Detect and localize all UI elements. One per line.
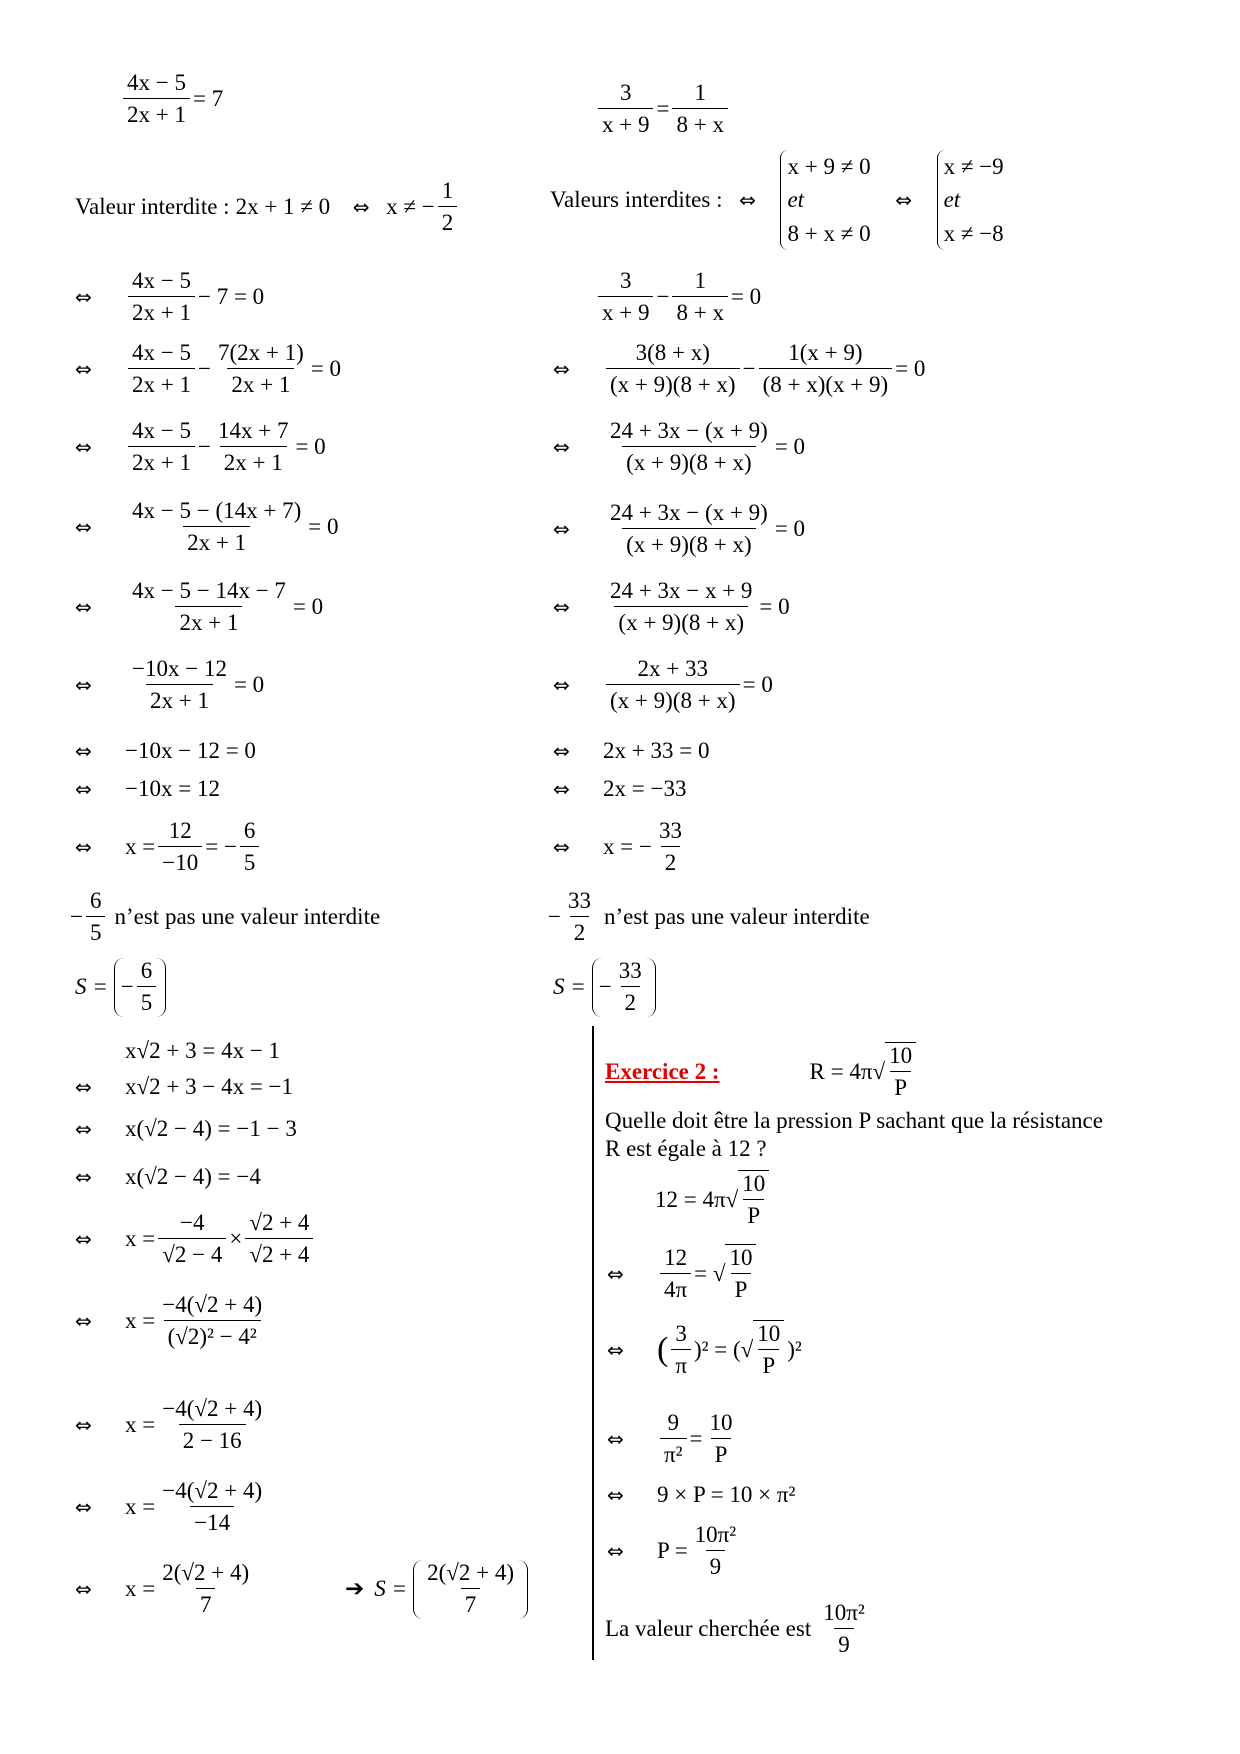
iff-icon: ⇔	[75, 1075, 92, 1099]
minus: −	[598, 974, 612, 1000]
operator: −	[656, 284, 670, 310]
denominator: 5	[240, 846, 260, 876]
numerator: 4x − 5	[132, 268, 191, 293]
denominator: 8 + x	[672, 296, 727, 326]
denominator: π²	[660, 1438, 687, 1468]
right-line-2	[553, 776, 686, 802]
label: Valeur interdite :	[75, 194, 230, 220]
numerator: 3	[619, 80, 632, 105]
set-braces	[114, 958, 166, 1017]
paren: )²	[787, 1336, 802, 1362]
left-step-6	[75, 656, 264, 715]
iff-icon: ⇔	[75, 835, 92, 860]
denominator: 5	[86, 916, 106, 946]
iff-icon: ⇔	[75, 515, 92, 540]
numerator: 4x − 5 − (14x + 7)	[132, 498, 302, 523]
iff-icon: ⇔	[553, 517, 570, 542]
ex2-conclusion	[605, 1600, 872, 1659]
iff-icon: ⇔	[75, 1117, 92, 1141]
iff-icon: ⇔	[553, 835, 570, 860]
denominator: π	[671, 1349, 691, 1379]
operator: −	[742, 356, 756, 382]
column-divider	[592, 1026, 594, 1660]
rest: = 0	[292, 594, 324, 620]
denominator: P	[890, 1071, 911, 1101]
question-text: R est égale à 12 ?	[605, 1136, 767, 1161]
exercise-2-header	[605, 1042, 919, 1102]
numerator: 33	[618, 958, 642, 983]
left-step-3	[75, 418, 326, 477]
sqrt-step-2	[75, 1292, 269, 1351]
equation: x√2 + 3 − 4x = −1	[125, 1074, 294, 1099]
sqrt-step-5	[75, 1560, 256, 1619]
denominator: 2x + 1	[220, 446, 287, 476]
sqrt-step-4	[75, 1478, 269, 1537]
iff-icon: ⇔	[75, 1413, 92, 1438]
condition: x + 9 ≠ 0	[787, 154, 871, 179]
denominator: 4π	[660, 1273, 691, 1303]
denominator: 2x + 1	[175, 606, 242, 636]
right-x-result	[553, 818, 689, 877]
label: S =	[374, 1576, 408, 1602]
sqrt-step-3	[75, 1396, 269, 1455]
numerator: 10	[889, 1043, 913, 1068]
iff-icon: ⇔	[607, 1261, 624, 1286]
numerator: 6	[140, 958, 153, 983]
label: Valeurs interdites :	[550, 187, 723, 213]
denominator: 2x + 1	[227, 368, 294, 398]
numerator: −4(√2 + 4)	[162, 1396, 263, 1421]
right-not-forbidden	[548, 888, 876, 947]
denominator: 2x + 1	[123, 98, 190, 128]
iff-icon: ⇔	[75, 1227, 92, 1252]
numerator: 10π²	[694, 1522, 737, 1547]
conclusion-text: La valeur cherchée est	[605, 1616, 812, 1642]
numerator: 12	[168, 818, 192, 843]
right-step-4	[553, 500, 805, 559]
numerator: 10	[729, 1245, 753, 1270]
iff-icon: ⇔	[607, 1337, 624, 1362]
equation: −10x − 12 = 0	[125, 738, 256, 763]
denominator: 2 − 16	[179, 1424, 246, 1454]
exercise-2-question-2	[605, 1136, 767, 1162]
sqrt-line-4	[75, 1164, 261, 1190]
numerator: 12	[664, 1244, 688, 1270]
denominator: 2	[570, 916, 590, 946]
left-step-1	[75, 268, 264, 327]
numerator: −4(√2 + 4)	[162, 1292, 263, 1317]
equation: 2x + 33 = 0	[603, 738, 710, 763]
ex2-step-1	[655, 1170, 772, 1230]
operator: −	[197, 434, 211, 460]
denominator: √2 + 4	[245, 1238, 313, 1268]
numerator: 24 + 3x − x + 9	[610, 578, 753, 603]
lhs: x =	[125, 1308, 156, 1334]
numerator: 3	[675, 1320, 687, 1346]
left-step-2	[75, 340, 341, 399]
denominator: 2	[661, 846, 681, 876]
left-solution-set	[75, 958, 166, 1017]
left-step-4	[75, 498, 338, 557]
operator: = √	[694, 1260, 726, 1286]
iff-icon: ⇔	[607, 1539, 624, 1564]
ex2-step-6	[607, 1522, 743, 1581]
denominator: 9	[706, 1550, 726, 1580]
numerator: 4x − 5 − 14x − 7	[132, 578, 286, 603]
ex2-step-3	[607, 1320, 802, 1380]
iff-icon: ⇔	[607, 1483, 624, 1507]
numerator: 9	[667, 1410, 679, 1435]
condition: x ≠ −8	[943, 220, 1004, 246]
condition: 8 + x ≠ 0	[787, 220, 871, 246]
text: n’est pas une valeur interdite	[603, 904, 870, 930]
exercise-2-question-1	[605, 1108, 1103, 1134]
exercise-title: Exercice 2 :	[605, 1058, 720, 1084]
iff-icon: ⇔	[607, 1427, 624, 1452]
ex2-step-4	[607, 1410, 740, 1469]
operator: = −	[205, 834, 237, 860]
iff-icon: ⇔	[75, 435, 92, 460]
text: n’est pas une valeur interdite	[114, 904, 381, 930]
et: et	[787, 187, 805, 213]
iff-icon: ⇔	[75, 1309, 92, 1334]
lhs: x =	[125, 1494, 156, 1520]
arrow-right-icon: ➔	[345, 1576, 365, 1603]
denominator: P	[758, 1349, 779, 1379]
numerator: 24 + 3x − (x + 9)	[610, 500, 768, 525]
iff-icon: ⇔	[352, 195, 370, 220]
denominator: 2x + 1	[183, 526, 250, 556]
denominator: P	[731, 1273, 752, 1303]
operator: )² = (√	[693, 1336, 754, 1362]
iff-icon: ⇔	[75, 595, 92, 620]
equation: 2x = −33	[603, 776, 687, 801]
iff-icon: ⇔	[895, 188, 912, 213]
denominator: x + 9	[598, 108, 653, 138]
iff-icon: ⇔	[739, 188, 756, 213]
operator: ×	[229, 1226, 243, 1252]
equation: 9 × P = 10 × π²	[657, 1482, 796, 1507]
formula-lhs: R = 4π√	[809, 1058, 886, 1084]
denominator: 7	[461, 1588, 481, 1618]
right-step-5	[553, 578, 790, 637]
denominator: 2x + 1	[128, 368, 195, 398]
minus: −	[70, 904, 83, 930]
rest: = 0	[310, 356, 341, 382]
denominator: P	[711, 1438, 732, 1468]
numerator: 33	[567, 888, 591, 913]
lhs: 12 = 4π√	[655, 1186, 739, 1212]
rest: = 0	[295, 434, 326, 460]
question-text: Quelle doit être la pression P sachant que la résistance	[605, 1108, 1103, 1133]
operator: −	[197, 356, 211, 382]
denominator: 2x + 1	[146, 684, 213, 714]
sqrt-solution-set	[345, 1560, 528, 1619]
condition: x ≠ −9	[943, 154, 1004, 179]
rest: = 0	[730, 284, 762, 310]
et: et	[943, 187, 961, 213]
right-step-6	[553, 656, 773, 715]
right-forbidden-values	[550, 150, 1012, 250]
numerator: 3(8 + x)	[635, 340, 710, 365]
ex2-step-2	[607, 1244, 759, 1304]
system-1	[780, 150, 870, 250]
rhs: = 7	[192, 86, 224, 112]
right-line-1	[553, 738, 709, 764]
equation: x(√2 − 4) = −4	[125, 1164, 261, 1189]
numerator: √2 + 4	[249, 1210, 310, 1235]
numerator: 10	[742, 1171, 766, 1196]
numerator: −4	[180, 1210, 205, 1235]
left-equation	[120, 70, 223, 129]
label: S =	[75, 974, 108, 1000]
numerator: 4x − 5	[127, 70, 186, 95]
iff-icon: ⇔	[75, 1495, 92, 1520]
numerator: 10	[709, 1410, 733, 1435]
numerator: 4x − 5	[132, 418, 191, 443]
right-step-3	[553, 418, 805, 477]
numerator: 2(√2 + 4)	[427, 1560, 514, 1585]
rest: = 0	[759, 594, 790, 620]
denominator: 2x + 1	[128, 296, 195, 326]
rest: − 7 = 0	[197, 284, 265, 310]
denominator: (x + 9)(8 + x)	[622, 528, 756, 558]
right-step-1	[595, 268, 761, 327]
numerator: 33	[658, 818, 682, 843]
numerator: 10	[757, 1321, 781, 1346]
numerator: 1	[441, 178, 454, 203]
denominator: (x + 9)(8 + x)	[606, 684, 740, 714]
system-2	[937, 150, 1004, 250]
left-step-5	[75, 578, 323, 637]
sqrt-step-1	[75, 1210, 316, 1269]
rest: = 0	[774, 516, 805, 542]
sqrt-line-2	[75, 1074, 293, 1100]
rest: = 0	[308, 514, 339, 540]
iff-icon: ⇔	[553, 739, 570, 763]
denominator: 9	[834, 1628, 854, 1658]
label: S =	[553, 974, 586, 1000]
denominator: (x + 9)(8 + x)	[606, 368, 740, 398]
rest: = 0	[742, 672, 773, 698]
numerator: −10x − 12	[132, 656, 227, 681]
iff-icon: ⇔	[553, 595, 570, 620]
minus: −	[548, 904, 561, 930]
left-line-1	[75, 738, 256, 764]
lhs: x = −	[603, 834, 652, 860]
denominator: (x + 9)(8 + x)	[622, 446, 756, 476]
denominator: (x + 9)(8 + x)	[614, 606, 748, 636]
rest: = 0	[895, 356, 926, 382]
left-x-result	[75, 818, 262, 877]
left-line-2	[75, 776, 220, 802]
numerator: 1	[694, 268, 706, 293]
numerator: 1	[694, 80, 706, 105]
denominator: −10	[158, 846, 202, 876]
equation: −10x = 12	[125, 776, 220, 801]
iff-icon: ⇔	[75, 285, 92, 310]
sqrt-equation	[125, 1038, 280, 1064]
denominator: P	[743, 1199, 764, 1229]
right-solution-set	[553, 958, 656, 1017]
numerator: 2(√2 + 4)	[162, 1560, 250, 1585]
denominator: √2 − 4	[158, 1238, 226, 1268]
numerator: 6	[243, 818, 256, 843]
denominator: 8 + x	[672, 108, 727, 138]
right-equation: $\frac{3}{x + 9}$ = $\frac{1}{8 + x}$	[595, 80, 731, 139]
lhs: P =	[657, 1538, 688, 1564]
rest: = 0	[774, 434, 805, 460]
iff-icon: ⇔	[553, 435, 570, 460]
numerator: 7(2x + 1)	[217, 340, 304, 365]
numerator: −4(√2 + 4)	[162, 1478, 263, 1503]
right-step-2	[553, 340, 925, 399]
numerator: 2x + 33	[637, 656, 709, 681]
ex2-step-5	[607, 1482, 795, 1508]
iff-icon: ⇔	[75, 357, 92, 382]
set-braces	[413, 1560, 528, 1619]
left-not-forbidden	[70, 888, 386, 947]
denominator: −14	[190, 1506, 234, 1536]
rest: = 0	[233, 672, 265, 698]
numerator: 24 + 3x − (x + 9)	[610, 418, 768, 443]
denominator: (8 + x)(x + 9)	[759, 368, 893, 398]
numerator: 1(x + 9)	[788, 340, 863, 365]
lhs: x =	[125, 1576, 156, 1602]
iff-icon: ⇔	[75, 673, 92, 698]
numerator: 3	[619, 268, 632, 293]
numerator: 10π²	[823, 1600, 865, 1625]
denominator: (√2)² − 4²	[164, 1320, 261, 1350]
numerator: 4x − 5	[132, 340, 191, 365]
lhs: x =	[125, 834, 156, 860]
numerator: 6	[89, 888, 102, 913]
denominator: 2	[438, 206, 458, 236]
operator: =	[689, 1426, 703, 1452]
paren: (	[657, 1330, 669, 1368]
iff-icon: ⇔	[75, 777, 92, 801]
denominator: x + 9	[598, 296, 653, 326]
left-forbidden-value	[75, 178, 460, 237]
iff-icon: ⇔	[553, 357, 570, 382]
lhs: x =	[125, 1412, 156, 1438]
denominator: 2	[621, 986, 641, 1016]
equation: x(√2 − 4) = −1 − 3	[125, 1116, 297, 1141]
set-braces	[592, 958, 656, 1017]
iff-icon: ⇔	[75, 739, 92, 763]
minus: −	[120, 974, 134, 1000]
result-lhs: x ≠ −	[386, 194, 435, 220]
denominator: 2x + 1	[128, 446, 195, 476]
denominator: 7	[196, 1588, 216, 1618]
iff-icon: ⇔	[553, 673, 570, 698]
expr: 2x + 1 ≠ 0	[235, 194, 331, 220]
denominator: 5	[137, 986, 157, 1016]
iff-icon: ⇔	[75, 1165, 92, 1189]
sqrt-line-3	[75, 1116, 297, 1142]
iff-icon: ⇔	[75, 1577, 92, 1602]
equation: x√2 + 3 = 4x − 1	[125, 1038, 281, 1063]
iff-icon: ⇔	[553, 777, 570, 801]
lhs: x =	[125, 1226, 156, 1252]
numerator: 14x + 7	[217, 418, 289, 443]
